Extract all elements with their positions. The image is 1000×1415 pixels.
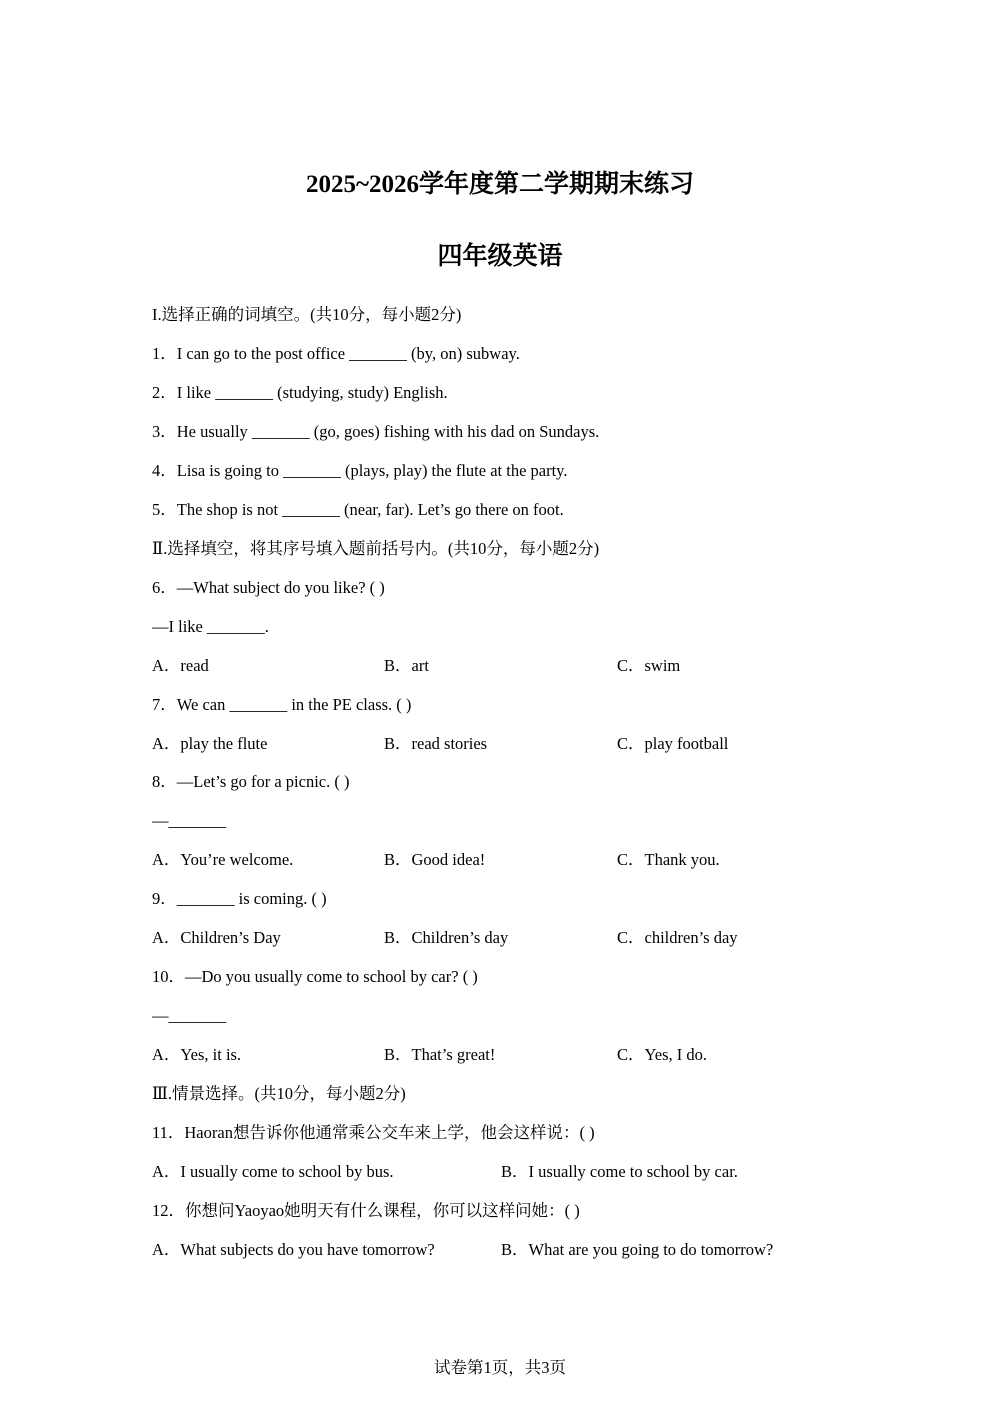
question-9-option-c: C．children’s day <box>617 928 738 947</box>
question-7-stem: 7．We can _______ in the PE class. ( ) <box>152 695 412 714</box>
question-10-stem: 10．—Do you usually come to school by car? ( ) <box>152 967 478 986</box>
question-6-option-a: A．read <box>152 656 209 675</box>
question-3: 3．He usually _______ (go, goes) fishing with his dad on Sundays. <box>152 422 600 441</box>
question-7-option-c: C．play football <box>617 734 729 753</box>
question-9-stem: 9．_______ is coming. ( ) <box>152 889 327 908</box>
question-11-option-a: A．I usually come to school by bus. <box>152 1162 394 1181</box>
question-10-option-b: B．That’s great! <box>384 1045 496 1064</box>
question-8-option-c: C．Thank you. <box>617 850 720 869</box>
question-12-option-b: B．What are you going to do tomorrow? <box>501 1240 774 1259</box>
question-10-option-a: A．Yes, it is. <box>152 1045 242 1064</box>
question-1: 1．I can go to the post office _______ (by, on) subway. <box>152 344 520 363</box>
question-10-reply: —_______ <box>152 1006 227 1025</box>
section-heading-1: I.选择正确的词填空。(共10分，每小题2分) <box>152 305 462 324</box>
question-8-stem: 8．—Let’s go for a picnic. ( ) <box>152 772 350 791</box>
question-9-option-b: B．Children’s day <box>384 928 509 947</box>
page-title: 2025~2026学年度第二学期期末练习 <box>305 171 694 198</box>
section-heading-2: Ⅱ.选择填空，将其序号填入题前括号内。(共10分，每小题2分) <box>152 539 600 558</box>
question-12-stem: 12．你想问Yaoyao她明天有什么课程，你可以这样问她：( ) <box>152 1201 580 1220</box>
section-heading-3: Ⅲ.情景选择。(共10分，每小题2分) <box>152 1084 406 1103</box>
question-6-option-c: C．swim <box>617 656 681 675</box>
question-12-option-a: A．What subjects do you have tomorrow? <box>152 1240 435 1259</box>
question-7-option-b: B．read stories <box>384 734 488 753</box>
question-2: 2．I like _______ (studying, study) English. <box>152 383 448 402</box>
question-8-option-a: A．You’re welcome. <box>152 850 294 869</box>
question-11-option-b: B．I usually come to school by car. <box>501 1162 738 1181</box>
question-9-option-a: A．Children’s Day <box>152 928 281 947</box>
page-footer: 试卷第1页，共3页 <box>434 1358 566 1377</box>
question-8-reply: —_______ <box>152 811 227 830</box>
question-6-stem: 6．—What subject do you like? ( ) <box>152 578 385 597</box>
question-7-option-a: A．play the flute <box>152 734 268 753</box>
page-subtitle: 四年级英语 <box>437 243 563 270</box>
question-5: 5．The shop is not _______ (near, far). Let’s go there on foot. <box>152 500 564 519</box>
question-11-stem: 11．Haoran想告诉你他通常乘公交车来上学，他会这样说：( ) <box>152 1123 595 1142</box>
question-6-reply: —I like _______. <box>152 617 269 636</box>
question-10-option-c: C．Yes, I do. <box>617 1045 708 1064</box>
question-6-option-b: B．art <box>384 656 429 675</box>
question-8-option-b: B．Good idea! <box>384 850 486 869</box>
question-4: 4．Lisa is going to _______ (plays, play) the flute at the party. <box>152 461 568 480</box>
